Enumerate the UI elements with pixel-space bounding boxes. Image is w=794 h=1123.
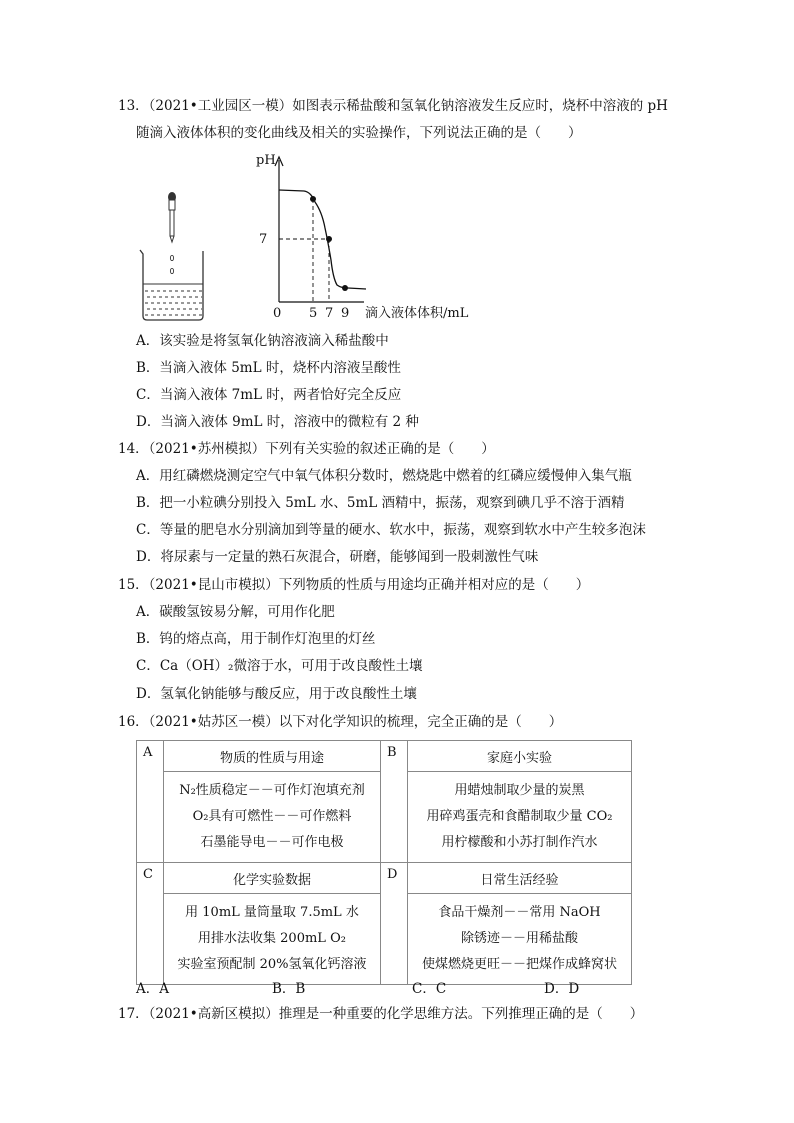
q15-stem: 15．（2021•昆山市模拟）下列物质的性质与用途均正确并相对应的是（ ） — [118, 577, 590, 593]
knowledge-table — [136, 740, 632, 985]
q16-answer-options — [136, 977, 636, 995]
point-9ml — [342, 285, 348, 291]
q14-option-d: D．将尿素与一定量的熟石灰混合，研磨，能够闻到一股刺激性气味 — [136, 549, 539, 565]
q13-stem-line1: 13．（2021•工业园区一模）如图表示稀盐酸和氢氧化钠溶液发生反应时，烧杯中溶液的 pH — [118, 98, 668, 114]
point-7ml — [326, 236, 332, 242]
x-tick-0: 0 — [273, 306, 282, 321]
cell-label-b: B — [381, 741, 408, 863]
q13-option-a: A．该实验是将氢氧化钠溶液滴入稀盐酸中 — [136, 333, 389, 349]
q13-option-d: D．当滴入液体 9mL 时，溶液中的微粒有 2 种 — [136, 414, 419, 430]
q13-figure — [136, 150, 496, 325]
cell-d-line1: 食品干燥剂－－常用 NaOH — [438, 905, 601, 920]
cell-title-c: 化学实验数据 — [164, 863, 381, 894]
q15-option-c: C．Ca（OH）₂微溶于水，可用于改良酸性土壤 — [136, 658, 423, 674]
cell-body-c — [164, 894, 381, 985]
cell-body-a — [164, 772, 381, 863]
cell-a-line1: N₂性质稳定－－可作灯泡填充剂 — [179, 783, 365, 798]
q15-option-d: D．氢氧化钠能够与酸反应，用于改良酸性土壤 — [136, 686, 417, 702]
q15-option-b: B．钨的熔点高，用于制作灯泡里的灯丝 — [136, 631, 376, 647]
y-axis-label: pH — [256, 153, 276, 168]
cell-title-b: 家庭小实验 — [408, 741, 632, 772]
q13-option-c: C．当滴入液体 7mL 时，两者恰好完全反应 — [136, 387, 402, 403]
cell-a-line2: O₂具有可燃性－－可作燃料 — [192, 809, 352, 824]
q16-answer-a: A．A — [136, 981, 169, 997]
q15-option-a: A．碳酸氢铵易分解，可用作化肥 — [136, 604, 335, 620]
q16-stem: 16．（2021•姑苏区一模）以下对化学知识的梳理，完全正确的是（ ） — [118, 714, 563, 730]
x-tick-9: 9 — [341, 306, 350, 321]
cell-label-c: C — [137, 863, 164, 985]
cell-body-d — [408, 894, 632, 985]
x-tick-7: 7 — [325, 306, 334, 321]
cell-d-line3: 使煤燃烧更旺－－把煤作成蜂窝状 — [421, 957, 617, 972]
cell-a-line3: 石墨能导电－－可作电极 — [200, 835, 344, 850]
beaker-dropper-icon — [140, 192, 203, 320]
q16-answer-c: C．C — [412, 981, 447, 997]
x-axis-label: 滴入液体体积/mL — [365, 306, 469, 321]
cell-c-line1: 用 10mL 量筒量取 7.5mL 水 — [185, 905, 359, 920]
cell-b-line3: 用柠檬酸和小苏打制作汽水 — [441, 835, 598, 850]
ph-curve — [279, 190, 366, 289]
cell-label-a: A — [137, 741, 164, 863]
q13-option-b: B．当滴入液体 5mL 时，烧杯内溶液呈酸性 — [136, 360, 401, 376]
cell-b-line1: 用蜡烛制取少量的炭黑 — [454, 783, 585, 798]
cell-label-d: D — [381, 863, 408, 985]
y-tick-7: 7 — [259, 232, 268, 247]
q14-option-b: B．把一小粒碘分别投入 5mL 水、5mL 酒精中，振荡，观察到碘几乎不溶于酒精 — [136, 495, 625, 511]
x-tick-5: 5 — [309, 306, 318, 321]
q14-option-c: C．等量的肥皂水分别滴加到等量的硬水、软水中，振荡，观察到软水中产生较多泡沫 — [136, 522, 646, 538]
q13-stem-line2: 随滴入液体体积的变化曲线及相关的实验操作，下列说法正确的是（ ） — [136, 125, 582, 141]
q14-option-a: A．用红磷燃烧测定空气中氧气体积分数时，燃烧匙中燃着的红磷应缓慢伸入集气瓶 — [136, 468, 632, 484]
cell-c-line2: 用排水法收集 200mL O₂ — [198, 931, 346, 946]
cell-title-a: 物质的性质与用途 — [164, 741, 381, 772]
q16-answer-d: D．D — [544, 981, 580, 997]
cell-title-d: 日常生活经验 — [408, 863, 632, 894]
q14-stem: 14．（2021•苏州模拟）下列有关实验的叙述正确的是（ ） — [118, 441, 495, 457]
cell-b-line2: 用碎鸡蛋壳和食醋制取少量 CO₂ — [426, 809, 613, 824]
cell-d-line2: 除锈迹－－用稀盐酸 — [460, 931, 578, 946]
point-5ml — [310, 196, 316, 202]
q16-answer-b: B．B — [272, 981, 306, 997]
ph-curve-chart — [256, 153, 469, 321]
cell-body-b — [408, 772, 632, 863]
q17-stem: 17．（2021•高新区模拟）推理是一种重要的化学思维方法。下列推理正确的是（ ） — [118, 1006, 644, 1022]
cell-c-line3: 实验室预配制 20%氢氧化钙溶液 — [177, 957, 367, 972]
